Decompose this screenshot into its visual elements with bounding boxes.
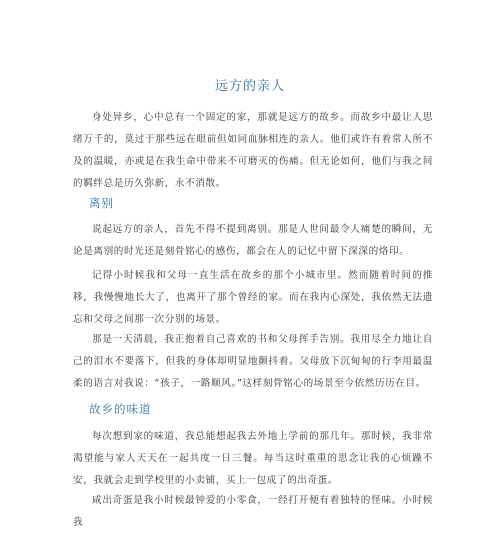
hometown-taste-paragraph-2: 咸出奇蛋是我小时候最钟爱的小零食，一经打开便有着独特的怪味。小时候我 [73, 495, 433, 528]
hometown-taste-paragraph-1: 每次想到家的味道，我总能想起我去外地上学前的那几年。那时候，我非常渴望能与家人天天在一起共度一日三餐。每当这时重重的思念让我的心烦躁不安，我就会走到学校里的小卖铺，买上一包成了的出奇蛋。 [73, 431, 433, 486]
section-heading-farewell: 离别 [89, 196, 114, 210]
farewell-paragraph-2: 记得小时候我和父母一直生活在故乡的那个小城市里。然而随着时间的推移，我慢慢地长大了，也离开了那个曾经的家。而在我内心深处，我依然无法遗忘和父母之间那一次分别的场景。 [73, 270, 433, 325]
farewell-paragraph-3: 那是一天清晨，我正抱着自己喜欢的书和父母挥手告别。我用尽全力地让自己的泪水不要落下，但我的身体却明显地颤抖着。父母放下沉甸甸的行李用最温柔的语言对我说：“孩子，一路顺风。”这样刻骨铭心的场景至今依然历历在目。 [73, 334, 433, 389]
section-heading-hometown-taste: 故乡的味道 [89, 402, 152, 416]
article-title: 远方的亲人 [214, 79, 285, 94]
intro-paragraph: 身处异乡，心中总有一个固定的家，那就是远方的故乡。而故乡中最让人思绪万千的，莫过于那些远在眼前但如同血脉相连的亲人。他们或许有着常人所不及的温暖，亦或是在我生命中带来不可磨灭的伤痛。但无论如何，他们与我之间的羁绊总是历久弥新，永不消散。 [73, 112, 433, 189]
farewell-paragraph-1: 说起远方的亲人，首先不得不提到离别。那是人世间最令人痛楚的瞬间，无论是离别的时光还是刻骨铭心的感伤，都会在人的记忆中留下深深的烙印。 [73, 224, 433, 257]
